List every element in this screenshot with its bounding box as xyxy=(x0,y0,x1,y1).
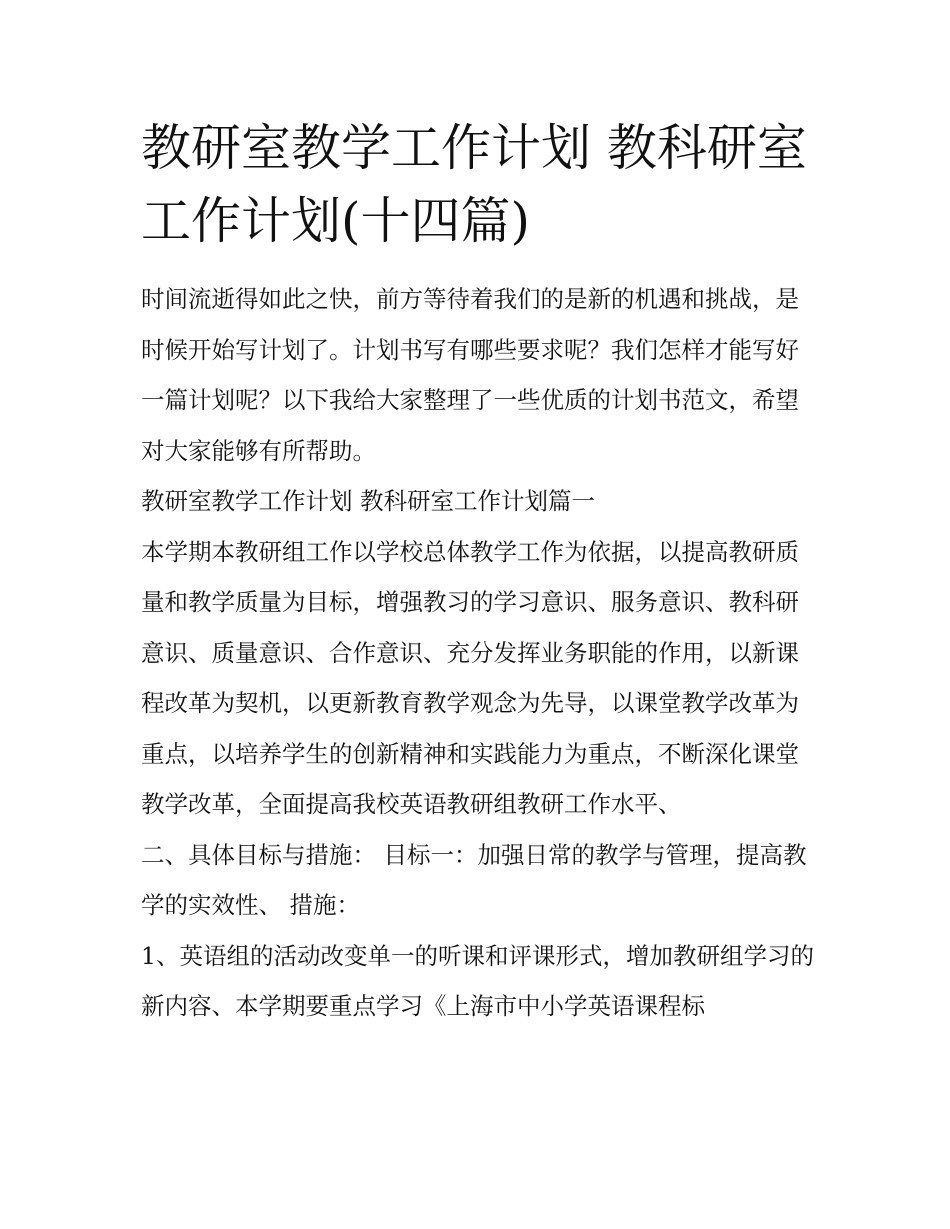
goals-paragraph: 二、具体目标与措施： 目标一：加强日常的教学与管理，提高教学的实效性、 措施： xyxy=(141,840,807,919)
document-body xyxy=(141,274,821,1032)
document-title: 教研室教学工作计划 教科研室工作计划(十四篇) xyxy=(141,119,807,250)
intro-paragraph: 时间流逝得如此之快，前方等待着我们的是新的机遇和挑战，是时候开始写计划了。计划书写有哪些要求呢？我们怎样才能写好一篇计划呢？以下我给大家整理了一些优质的计划书范文，希望对大家能够有所帮助。 xyxy=(141,285,799,465)
document-content xyxy=(141,112,821,1032)
measure-paragraph: 1、英语组的活动改变单一的听课和评课形式，增加教研组学习的新内容、本学期要重点学习《上海市中小学英语课程标 xyxy=(141,941,814,1020)
section-heading: 教研室教学工作计划 教科研室工作计划篇一 xyxy=(141,487,595,515)
body-paragraph: 本学期本教研组工作以学校总体教学工作为依据，以提高教研质量和教学质量为目标，增强教习的学习意识、服务意识、教科研意识、质量意识、合作意识、充分发挥业务职能的作用，以新课程改革为契机，以更新教育教学观念为先导，以课堂教学改革为重点，以培养学生的创新精神和实践能力为重点，不断深化课堂教学改革，全面提高我校英语教研组教研工作水平、 xyxy=(141,537,799,818)
